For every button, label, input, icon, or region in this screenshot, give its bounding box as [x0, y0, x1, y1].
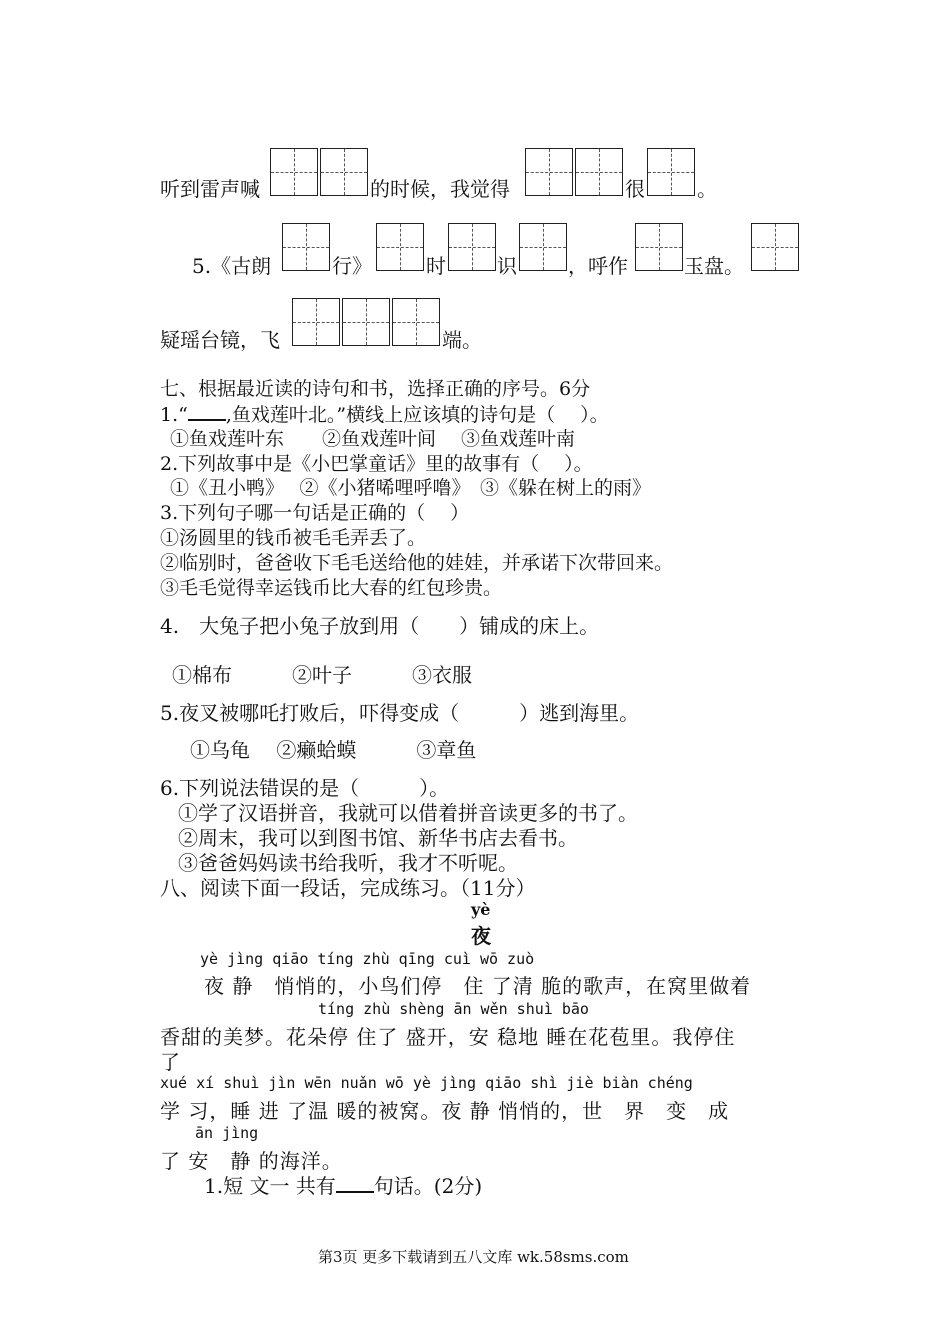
- line5-text-f: 玉盘。: [684, 254, 744, 278]
- question-1: [160, 400, 609, 427]
- question-4: 4. 大兔子把小兔子放到用（ ）铺成的床上。: [160, 614, 600, 638]
- question-6-option-3: ③爸爸妈妈读书给我听，我才不听呢。: [178, 851, 518, 875]
- question-6-option-1: ①学了汉语拼音，我就可以借着拼音读更多的书了。: [178, 801, 638, 825]
- passage-line-3: 学 习，睡 进 了温 暖的被窝。夜 静 悄悄的，世 界 变 成: [160, 1099, 730, 1123]
- question-5-options: ①乌龟 ②癞蛤蟆 ③章鱼: [190, 738, 477, 762]
- writing-grid-cell[interactable]: [376, 223, 424, 271]
- question-6: 6.下列说法错误的是（ ）。: [160, 776, 450, 800]
- passage-line-2: 香甜的美梦。花朵停 住了 盛开，安 稳地 睡在花苞里。我停住: [160, 1025, 736, 1049]
- question-3-option-2: ②临别时，爸爸收下毛毛送给他的娃娃，并承诺下次带回来。: [160, 552, 674, 574]
- passage-line-2b: 了: [160, 1050, 180, 1074]
- line5-text-a: 5.《古朗: [192, 254, 272, 278]
- pinyin-line-2: tíng zhù shèng ān wěn shuì bāo: [318, 1000, 589, 1018]
- line5-text-d: 识: [497, 254, 517, 278]
- title-pinyin: yè: [471, 900, 491, 919]
- question-6-option-2: ②周末，我可以到图书馆、新华书店去看书。: [178, 826, 578, 850]
- line6-text-b: 端。: [442, 328, 482, 352]
- writing-grid-cell[interactable]: [647, 148, 695, 196]
- line4-text-d: 。: [697, 177, 717, 201]
- question-4-options: ①棉布 ②叶子 ③衣服: [172, 663, 472, 687]
- writing-grid-cell[interactable]: [519, 223, 567, 271]
- line5-text-b: 行》: [332, 254, 372, 278]
- section-eight-question-1: [204, 1170, 482, 1199]
- answer-blank[interactable]: [336, 1191, 374, 1193]
- passage-line-1: 夜 静 悄悄的，小鸟们停 住 了清 脆的歌声，在窝里做着: [204, 974, 752, 998]
- pinyin-line-3: xué xí shuì jìn wēn nuǎn wō yè jìng qiāo shì jiè biàn chéng: [160, 1074, 693, 1092]
- question-1-text-b: ,鱼戏莲叶北。”横线上应该填的诗句是（ ）。: [225, 404, 609, 426]
- section-eight-heading: 八、阅读下面一段话，完成练习。（11分）: [160, 876, 536, 900]
- question-5: 5.夜叉被哪吒打败后，吓得变成（ ）逃到海里。: [160, 701, 640, 725]
- question-3-option-3: ③毛毛觉得幸运钱币比大春的红包珍贵。: [160, 577, 503, 599]
- writing-grid-cell[interactable]: [320, 148, 368, 196]
- writing-grid-cell[interactable]: [292, 298, 340, 346]
- passage-title: 夜: [471, 924, 491, 948]
- writing-grid-cell[interactable]: [392, 298, 440, 346]
- writing-grid-cell[interactable]: [751, 223, 799, 271]
- question-2-options: ①《丑小鸭》 ②《小猪唏哩呼噜》 ③《躲在树上的雨》: [170, 477, 652, 499]
- writing-grid-cell[interactable]: [575, 148, 623, 196]
- question-2: 2.下列故事中是《小巴掌童话》里的故事有（ ）。: [160, 453, 593, 475]
- line5-text-e: ，呼作: [568, 254, 628, 278]
- question-text-b: 句话。(2分): [373, 1174, 483, 1198]
- writing-grid-cell[interactable]: [635, 223, 683, 271]
- pinyin-line-1: yè jìng qiāo tíng zhù qīng cuì wō zuò: [200, 950, 535, 968]
- writing-grid-cell[interactable]: [282, 223, 330, 271]
- line6-text-a: 疑瑶台镜，飞: [160, 328, 280, 352]
- page-footer: 第3页 更多下载请到五八文库 wk.58sms.com: [318, 1248, 629, 1266]
- line5-text-c: 时: [426, 254, 446, 278]
- pinyin-line-4: ān jìng: [195, 1124, 259, 1142]
- question-3: 3.下列句子哪一句话是正确的（ ）: [160, 502, 470, 524]
- question-text-a: 1.短 文一 共有: [204, 1174, 336, 1198]
- question-1-options: ①鱼戏莲叶东 ②鱼戏莲叶间 ③鱼戏莲叶南: [170, 428, 576, 450]
- writing-grid-cell[interactable]: [525, 148, 573, 196]
- line4-text-c: 很: [625, 177, 645, 201]
- passage-line-4: 了 安 静 的海洋。: [160, 1149, 343, 1173]
- question-1-text-a: 1.“: [160, 404, 188, 426]
- writing-grid-cell[interactable]: [270, 148, 318, 196]
- line4-text-b: 的时候，我觉得: [370, 177, 510, 201]
- writing-grid-cell[interactable]: [342, 298, 390, 346]
- answer-blank[interactable]: [188, 419, 226, 421]
- question-3-option-1: ①汤圆里的钱币被毛毛弄丢了。: [160, 527, 427, 549]
- line4-text-a: 听到雷声喊: [160, 177, 260, 201]
- section-seven-heading: 七、根据最近读的诗句和书，选择正确的序号。6分: [160, 378, 591, 400]
- writing-grid-cell[interactable]: [448, 223, 496, 271]
